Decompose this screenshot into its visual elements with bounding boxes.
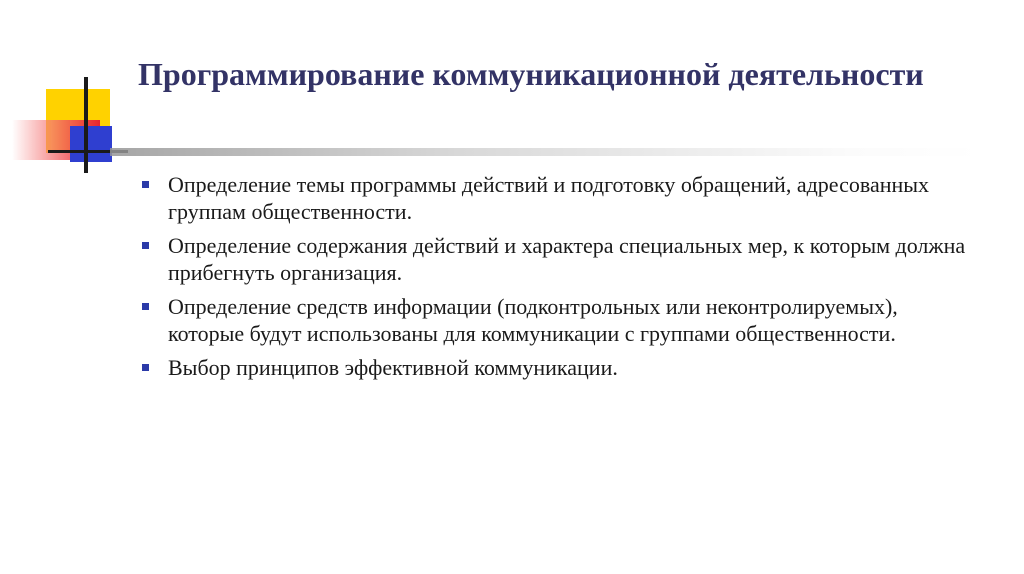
bullet-item (138, 171, 968, 225)
slide-title: Программирование коммуникационной деятельности (138, 56, 924, 92)
square-bullet-icon (142, 303, 149, 310)
square-bullet-icon (142, 181, 149, 188)
bullet-text: Определение средств информации (подконтрольных или неконтролируемых), которые будут использованы для коммуникации с группами общественности. (168, 294, 898, 346)
bullet-text: Определение содержания действий и характера специальных мер, к которым должна прибегнуть организация. (168, 233, 966, 285)
bullet-item (138, 232, 968, 286)
decorative-vertical-line (84, 77, 88, 173)
bullet-item (138, 354, 968, 381)
bullet-text: Определение темы программы действий и подготовку обращений, адресованных группам общественности. (168, 172, 930, 224)
decorative-blue-square (70, 126, 112, 162)
bullet-list (138, 171, 968, 388)
bullet-item (138, 293, 968, 347)
title-underline-rule (110, 148, 980, 156)
square-bullet-icon (142, 242, 149, 249)
bullet-text: Выбор принципов эффективной коммуникации. (168, 355, 618, 380)
square-bullet-icon (142, 364, 149, 371)
